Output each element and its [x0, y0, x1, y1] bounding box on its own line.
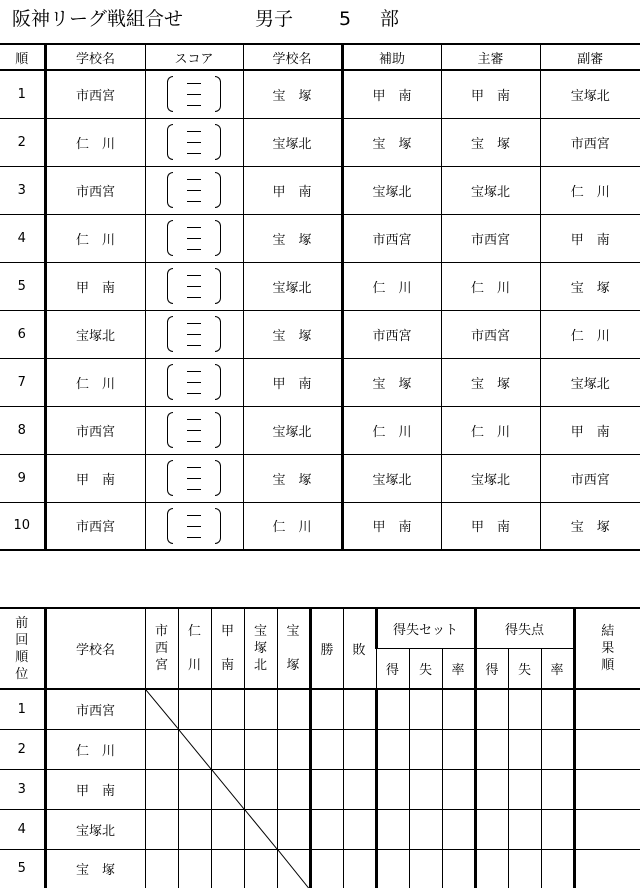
score-dash-mid: [187, 382, 201, 383]
chief-referee-cell: 甲 南: [441, 502, 540, 550]
point-rate-cell: [541, 849, 574, 888]
self-match-cell: [178, 729, 211, 769]
team-b-cell: 宝 塚: [243, 70, 342, 118]
right-bracket: [215, 508, 221, 544]
losses-cell: [343, 809, 376, 849]
match-number: 9: [0, 454, 45, 502]
diagonal-line: [179, 730, 211, 769]
sub-referee-cell: 宝 塚: [540, 262, 640, 310]
score-dash-bottom: [187, 153, 201, 154]
col-header-opp-ichinishinomiya: 市 西 宮: [145, 608, 178, 689]
team-b-cell: 宝 塚: [243, 454, 342, 502]
schedule-row: [0, 118, 640, 166]
score-cell: [145, 262, 243, 310]
match-result-cell: [277, 689, 310, 729]
col-header-order: 順: [0, 44, 45, 70]
score-dash-top: [187, 227, 201, 228]
self-match-cell: [277, 849, 310, 888]
schedule-row: [0, 454, 640, 502]
col-header-opp-takarazuka: 宝 塚: [277, 608, 310, 689]
score-dash-top: [187, 83, 201, 84]
league-title: 阪神リーグ戦組合せ: [12, 8, 184, 30]
previous-rank-cell: 3: [0, 769, 45, 809]
sub-referee-cell: 市西宮: [540, 118, 640, 166]
self-match-cell: [211, 769, 244, 809]
right-bracket: [215, 412, 221, 448]
assist-referee-cell: 市西宮: [342, 310, 441, 358]
team-b-cell: 宝 塚: [243, 214, 342, 262]
score-bracket: [163, 73, 225, 115]
team-b-cell: 甲 南: [243, 166, 342, 214]
point-loss-header: 失: [508, 648, 541, 689]
set-gain-header: 得: [376, 648, 409, 689]
school-name-cell: 仁 川: [45, 729, 145, 769]
team-a-cell: 宝塚北: [45, 310, 145, 358]
match-result-cell: [145, 809, 178, 849]
match-number: 6: [0, 310, 45, 358]
set-rate-cell: [442, 689, 475, 729]
point-loss-cell: [508, 849, 541, 888]
col-header-school-a: 学校名: [45, 44, 145, 70]
results-row: [0, 809, 640, 849]
col-header-chief-referee: 主審: [441, 44, 540, 70]
score-dash-bottom: [187, 489, 201, 490]
assist-referee-cell: 甲 南: [342, 70, 441, 118]
team-a-cell: 仁 川: [45, 358, 145, 406]
score-dash-mid: [187, 286, 201, 287]
match-result-cell: [211, 689, 244, 729]
left-bracket: [167, 460, 173, 496]
score-dash-mid: [187, 478, 201, 479]
left-bracket: [167, 124, 173, 160]
point-rate-cell: [541, 769, 574, 809]
match-result-cell: [277, 729, 310, 769]
score-bracket: [163, 361, 225, 403]
right-bracket: [215, 172, 221, 208]
score-cell: [145, 358, 243, 406]
match-result-cell: [244, 769, 277, 809]
results-table: [0, 607, 640, 888]
set-gain-cell: [376, 769, 409, 809]
division-suffix: 部: [380, 8, 400, 30]
right-bracket: [215, 364, 221, 400]
score-dash-bottom: [187, 249, 201, 250]
score-dash-bottom: [187, 201, 201, 202]
diagonal-line: [146, 690, 178, 729]
point-gain-cell: [475, 809, 508, 849]
set-rate-cell: [442, 729, 475, 769]
right-bracket: [215, 460, 221, 496]
right-bracket: [215, 268, 221, 304]
sub-referee-cell: 甲 南: [540, 406, 640, 454]
assist-referee-cell: 仁 川: [342, 262, 441, 310]
chief-referee-cell: 仁 川: [441, 406, 540, 454]
chief-referee-cell: 宝 塚: [441, 118, 540, 166]
match-result-cell: [145, 769, 178, 809]
chief-referee-cell: 市西宮: [441, 310, 540, 358]
sub-referee-cell: 甲 南: [540, 214, 640, 262]
losses-cell: [343, 729, 376, 769]
col-header-score: スコア: [145, 44, 243, 70]
schedule-table: [0, 43, 640, 551]
previous-rank-cell: 5: [0, 849, 45, 888]
schedule-row: [0, 502, 640, 550]
score-dash-mid: [187, 526, 201, 527]
results-row: [0, 689, 640, 729]
point-gain-cell: [475, 689, 508, 729]
col-header-school-b: 学校名: [243, 44, 342, 70]
final-rank-cell: [574, 729, 640, 769]
match-result-cell: [277, 809, 310, 849]
assist-referee-cell: 宝 塚: [342, 118, 441, 166]
score-dash-bottom: [187, 393, 201, 394]
point-loss-cell: [508, 809, 541, 849]
col-header-point-group: 得失点: [475, 608, 574, 648]
match-result-cell: [178, 769, 211, 809]
score-dash-mid: [187, 238, 201, 239]
score-dash-top: [187, 179, 201, 180]
diagonal-line: [278, 850, 309, 888]
match-number: 10: [0, 502, 45, 550]
wins-cell: [310, 849, 343, 888]
wins-cell: [310, 729, 343, 769]
score-bracket: [163, 121, 225, 163]
set-loss-cell: [409, 729, 442, 769]
chief-referee-cell: 甲 南: [441, 70, 540, 118]
right-bracket: [215, 220, 221, 256]
match-number: 4: [0, 214, 45, 262]
schedule-row: [0, 358, 640, 406]
score-bracket: [163, 313, 225, 355]
team-b-cell: 宝 塚: [243, 310, 342, 358]
schedule-row: [0, 406, 640, 454]
score-dash-top: [187, 467, 201, 468]
match-result-cell: [178, 809, 211, 849]
match-result-cell: [244, 849, 277, 888]
page-title: [12, 4, 632, 34]
col-header-assist: 補助: [342, 44, 441, 70]
self-match-cell: [244, 809, 277, 849]
col-header-wins: 勝: [310, 608, 343, 689]
right-bracket: [215, 316, 221, 352]
losses-cell: [343, 689, 376, 729]
point-loss-cell: [508, 689, 541, 729]
point-gain-cell: [475, 769, 508, 809]
score-cell: [145, 70, 243, 118]
left-bracket: [167, 172, 173, 208]
previous-rank-cell: 1: [0, 689, 45, 729]
final-rank-cell: [574, 689, 640, 729]
score-dash-mid: [187, 94, 201, 95]
chief-referee-cell: 市西宮: [441, 214, 540, 262]
left-bracket: [167, 76, 173, 112]
sub-referee-cell: 宝 塚: [540, 502, 640, 550]
col-header-sub-referee: 副審: [540, 44, 640, 70]
left-bracket: [167, 412, 173, 448]
score-dash-bottom: [187, 537, 201, 538]
score-dash-top: [187, 275, 201, 276]
school-name-cell: 甲 南: [45, 769, 145, 809]
schedule-header-row: [0, 44, 640, 70]
gender-label: 男子: [255, 8, 294, 30]
schedule-row: [0, 166, 640, 214]
score-dash-bottom: [187, 441, 201, 442]
match-result-cell: [211, 729, 244, 769]
losses-cell: [343, 849, 376, 888]
previous-rank-cell: 2: [0, 729, 45, 769]
wins-cell: [310, 689, 343, 729]
left-bracket: [167, 220, 173, 256]
set-gain-cell: [376, 729, 409, 769]
chief-referee-cell: 仁 川: [441, 262, 540, 310]
results-header-row: [0, 608, 640, 648]
match-number: 1: [0, 70, 45, 118]
score-dash-mid: [187, 190, 201, 191]
school-name-cell: 宝塚北: [45, 809, 145, 849]
set-rate-cell: [442, 769, 475, 809]
score-cell: [145, 166, 243, 214]
results-row: [0, 849, 640, 888]
match-number: 8: [0, 406, 45, 454]
team-b-cell: 甲 南: [243, 358, 342, 406]
results-row: [0, 729, 640, 769]
match-result-cell: [244, 689, 277, 729]
set-rate-header: 率: [442, 648, 475, 689]
sub-referee-cell: 仁 川: [540, 310, 640, 358]
sub-referee-cell: 宝塚北: [540, 70, 640, 118]
set-gain-cell: [376, 809, 409, 849]
left-bracket: [167, 508, 173, 544]
set-loss-cell: [409, 849, 442, 888]
point-rate-cell: [541, 809, 574, 849]
score-cell: [145, 310, 243, 358]
match-number: 5: [0, 262, 45, 310]
set-rate-cell: [442, 849, 475, 888]
match-result-cell: [211, 809, 244, 849]
team-b-cell: 宝塚北: [243, 262, 342, 310]
score-dash-mid: [187, 430, 201, 431]
score-cell: [145, 454, 243, 502]
losses-cell: [343, 769, 376, 809]
point-loss-cell: [508, 769, 541, 809]
col-header-losses: 敗: [343, 608, 376, 689]
match-result-cell: [178, 849, 211, 888]
set-gain-cell: [376, 689, 409, 729]
score-cell: [145, 502, 243, 550]
set-loss-cell: [409, 689, 442, 729]
score-dash-bottom: [187, 345, 201, 346]
score-dash-top: [187, 323, 201, 324]
chief-referee-cell: 宝 塚: [441, 358, 540, 406]
match-result-cell: [244, 729, 277, 769]
match-result-cell: [145, 729, 178, 769]
school-name-cell: 市西宮: [45, 689, 145, 729]
sub-referee-cell: 宝塚北: [540, 358, 640, 406]
diagonal-line: [245, 810, 277, 849]
col-header-school: 学校名: [45, 608, 145, 689]
right-bracket: [215, 124, 221, 160]
score-dash-bottom: [187, 105, 201, 106]
assist-referee-cell: 市西宮: [342, 214, 441, 262]
wins-cell: [310, 809, 343, 849]
sub-referee-cell: 市西宮: [540, 454, 640, 502]
point-gain-cell: [475, 849, 508, 888]
score-bracket: [163, 169, 225, 211]
final-rank-cell: [574, 809, 640, 849]
team-a-cell: 市西宮: [45, 70, 145, 118]
left-bracket: [167, 316, 173, 352]
assist-referee-cell: 仁 川: [342, 406, 441, 454]
col-header-previous-rank: 前 回 順 位: [0, 608, 45, 689]
previous-rank-cell: 4: [0, 809, 45, 849]
assist-referee-cell: 甲 南: [342, 502, 441, 550]
point-gain-header: 得: [475, 648, 508, 689]
schedule-row: [0, 70, 640, 118]
results-row: [0, 769, 640, 809]
point-rate-header: 率: [541, 648, 574, 689]
assist-referee-cell: 宝 塚: [342, 358, 441, 406]
school-name-cell: 宝 塚: [45, 849, 145, 888]
assist-referee-cell: 宝塚北: [342, 166, 441, 214]
point-rate-cell: [541, 729, 574, 769]
team-a-cell: 仁 川: [45, 118, 145, 166]
schedule-row: [0, 214, 640, 262]
match-result-cell: [145, 849, 178, 888]
match-number: 7: [0, 358, 45, 406]
chief-referee-cell: 宝塚北: [441, 454, 540, 502]
match-number: 3: [0, 166, 45, 214]
team-a-cell: 甲 南: [45, 454, 145, 502]
team-a-cell: 甲 南: [45, 262, 145, 310]
team-a-cell: 市西宮: [45, 166, 145, 214]
schedule-row: [0, 262, 640, 310]
set-gain-cell: [376, 849, 409, 888]
team-b-cell: 仁 川: [243, 502, 342, 550]
left-bracket: [167, 364, 173, 400]
team-b-cell: 宝塚北: [243, 406, 342, 454]
score-bracket: [163, 265, 225, 307]
score-bracket: [163, 457, 225, 499]
score-cell: [145, 214, 243, 262]
score-cell: [145, 118, 243, 166]
match-number: 2: [0, 118, 45, 166]
set-loss-header: 失: [409, 648, 442, 689]
score-cell: [145, 406, 243, 454]
diagonal-line: [212, 770, 244, 809]
self-match-cell: [145, 689, 178, 729]
schedule-row: [0, 310, 640, 358]
sub-referee-cell: 仁 川: [540, 166, 640, 214]
division-number: 5: [339, 8, 352, 30]
right-bracket: [215, 76, 221, 112]
wins-cell: [310, 769, 343, 809]
score-dash-mid: [187, 142, 201, 143]
score-dash-top: [187, 131, 201, 132]
point-loss-cell: [508, 729, 541, 769]
team-a-cell: 市西宮: [45, 502, 145, 550]
score-bracket: [163, 409, 225, 451]
score-bracket: [163, 217, 225, 259]
score-bracket: [163, 505, 225, 547]
left-bracket: [167, 268, 173, 304]
score-dash-top: [187, 371, 201, 372]
col-header-opp-takarazukakita: 宝 塚 北: [244, 608, 277, 689]
set-rate-cell: [442, 809, 475, 849]
final-rank-cell: [574, 849, 640, 888]
set-loss-cell: [409, 769, 442, 809]
chief-referee-cell: 宝塚北: [441, 166, 540, 214]
point-gain-cell: [475, 729, 508, 769]
col-header-opp-konan: 甲 南: [211, 608, 244, 689]
score-dash-bottom: [187, 297, 201, 298]
final-rank-cell: [574, 769, 640, 809]
assist-referee-cell: 宝塚北: [342, 454, 441, 502]
point-rate-cell: [541, 689, 574, 729]
set-loss-cell: [409, 809, 442, 849]
col-header-opp-nigawa: 仁 川: [178, 608, 211, 689]
match-result-cell: [211, 849, 244, 888]
col-header-final-rank: 結 果 順: [574, 608, 640, 689]
match-result-cell: [277, 769, 310, 809]
score-dash-top: [187, 515, 201, 516]
match-result-cell: [178, 689, 211, 729]
score-dash-top: [187, 419, 201, 420]
team-a-cell: 仁 川: [45, 214, 145, 262]
team-b-cell: 宝塚北: [243, 118, 342, 166]
score-dash-mid: [187, 334, 201, 335]
col-header-set-group: 得失セット: [376, 608, 475, 648]
team-a-cell: 市西宮: [45, 406, 145, 454]
